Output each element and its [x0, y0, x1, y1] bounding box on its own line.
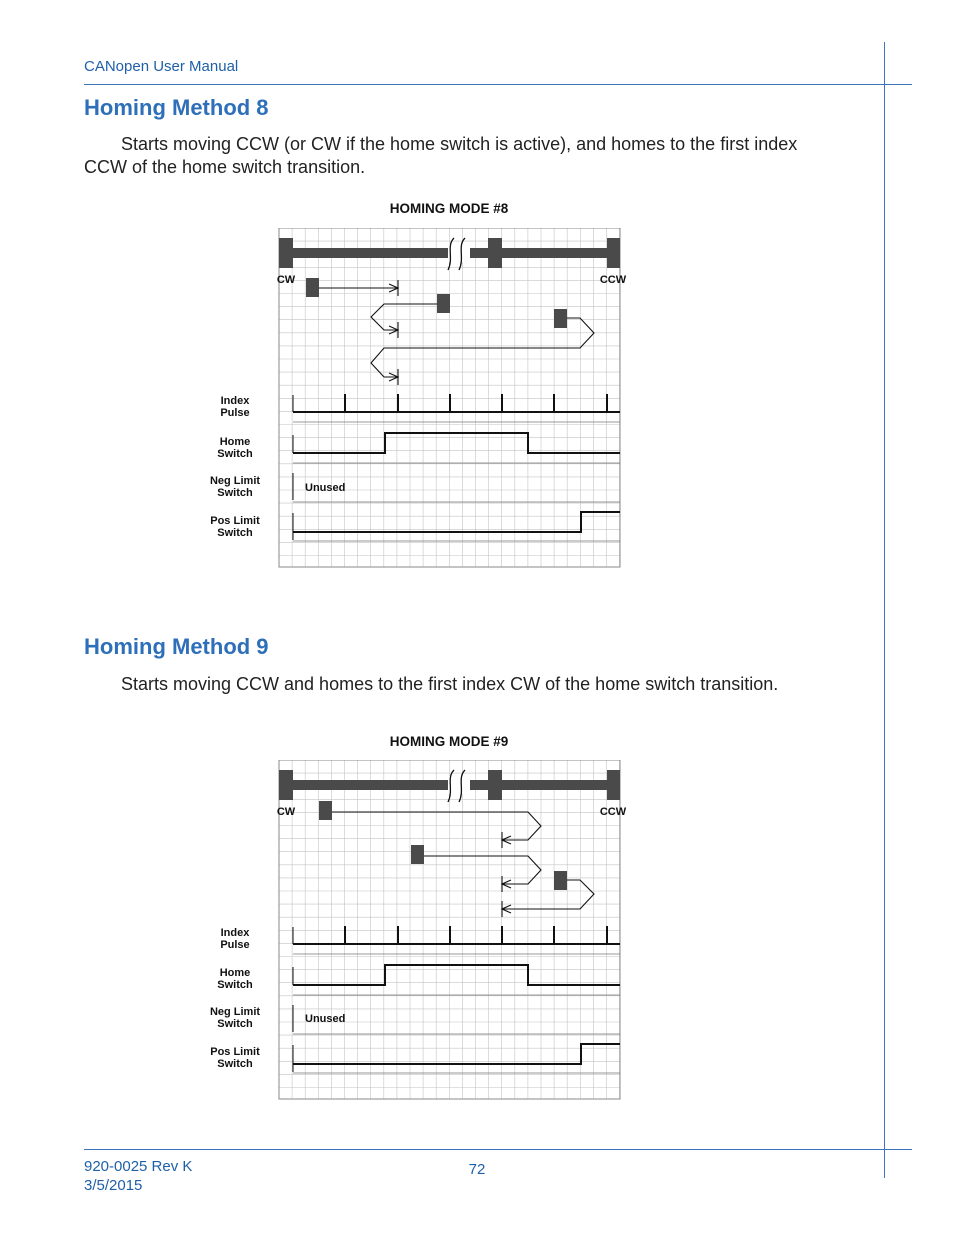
unused-label: Unused — [305, 482, 346, 494]
home-switch-trace — [293, 965, 620, 985]
homing-diagram-9 — [270, 760, 630, 1100]
cw-label: CW — [276, 274, 296, 286]
label-home-switch: Home Switch — [217, 967, 253, 991]
doc-date: 3/5/2015 — [84, 1177, 143, 1194]
section-text-method-9: Starts moving CCW and homes to the first index CW of the home switch transition. — [121, 674, 779, 694]
home-block — [488, 238, 502, 268]
footer-rule — [84, 1149, 912, 1150]
cw-label: CW — [276, 806, 296, 818]
label-neg-limit-switch: Neg Limit Switch — [209, 1006, 261, 1030]
header-doc-title: CANopen User Manual — [84, 58, 239, 75]
doc-number: 920-0025 Rev K — [84, 1158, 193, 1175]
footer-doc-info — [84, 1157, 192, 1195]
start-position-block — [411, 845, 424, 864]
label-index-pulse: Index Pulse — [220, 927, 250, 951]
label-index-pulse: Index Pulse — [220, 395, 250, 419]
motion-path — [424, 856, 541, 884]
start-position-block — [554, 871, 567, 890]
label-neg-limit-switch: Neg Limit Switch — [209, 475, 261, 499]
break-gap — [448, 776, 470, 794]
start-position-block — [437, 294, 450, 313]
ccw-label: CCW — [599, 806, 627, 818]
figure-title-9: HOMING MODE #9 — [389, 734, 509, 749]
cw-limit-block — [279, 770, 293, 800]
motion-path — [371, 304, 437, 330]
ccw-limit-block — [607, 238, 620, 268]
section-heading-method-9: Homing Method 9 — [84, 634, 269, 659]
home-switch-trace — [293, 433, 620, 453]
page-number: 72 — [468, 1161, 486, 1178]
label-pos-limit-switch: Pos Limit Switch — [210, 515, 260, 539]
start-position-block — [554, 309, 567, 328]
label-pos-limit-switch: Pos Limit Switch — [210, 1046, 260, 1070]
ccw-limit-block — [607, 770, 620, 800]
cw-limit-block — [279, 238, 293, 268]
homing-diagram-8 — [270, 228, 630, 568]
start-position-block — [319, 801, 332, 820]
header-rule — [84, 84, 912, 85]
right-margin-rule — [884, 42, 885, 1178]
ccw-label: CCW — [599, 274, 627, 286]
figure-title-8: HOMING MODE #8 — [389, 201, 509, 216]
unused-label: Unused — [305, 1013, 346, 1025]
section-heading-method-8: Homing Method 8 — [84, 95, 269, 120]
break-gap — [448, 244, 470, 262]
section-text-method-8: Starts moving CCW (or CW if the home switch is active), and homes to the first index CCW of the home switch transition. — [84, 134, 798, 177]
home-block — [488, 770, 502, 800]
label-home-switch: Home Switch — [217, 436, 253, 460]
start-position-block — [306, 278, 319, 297]
